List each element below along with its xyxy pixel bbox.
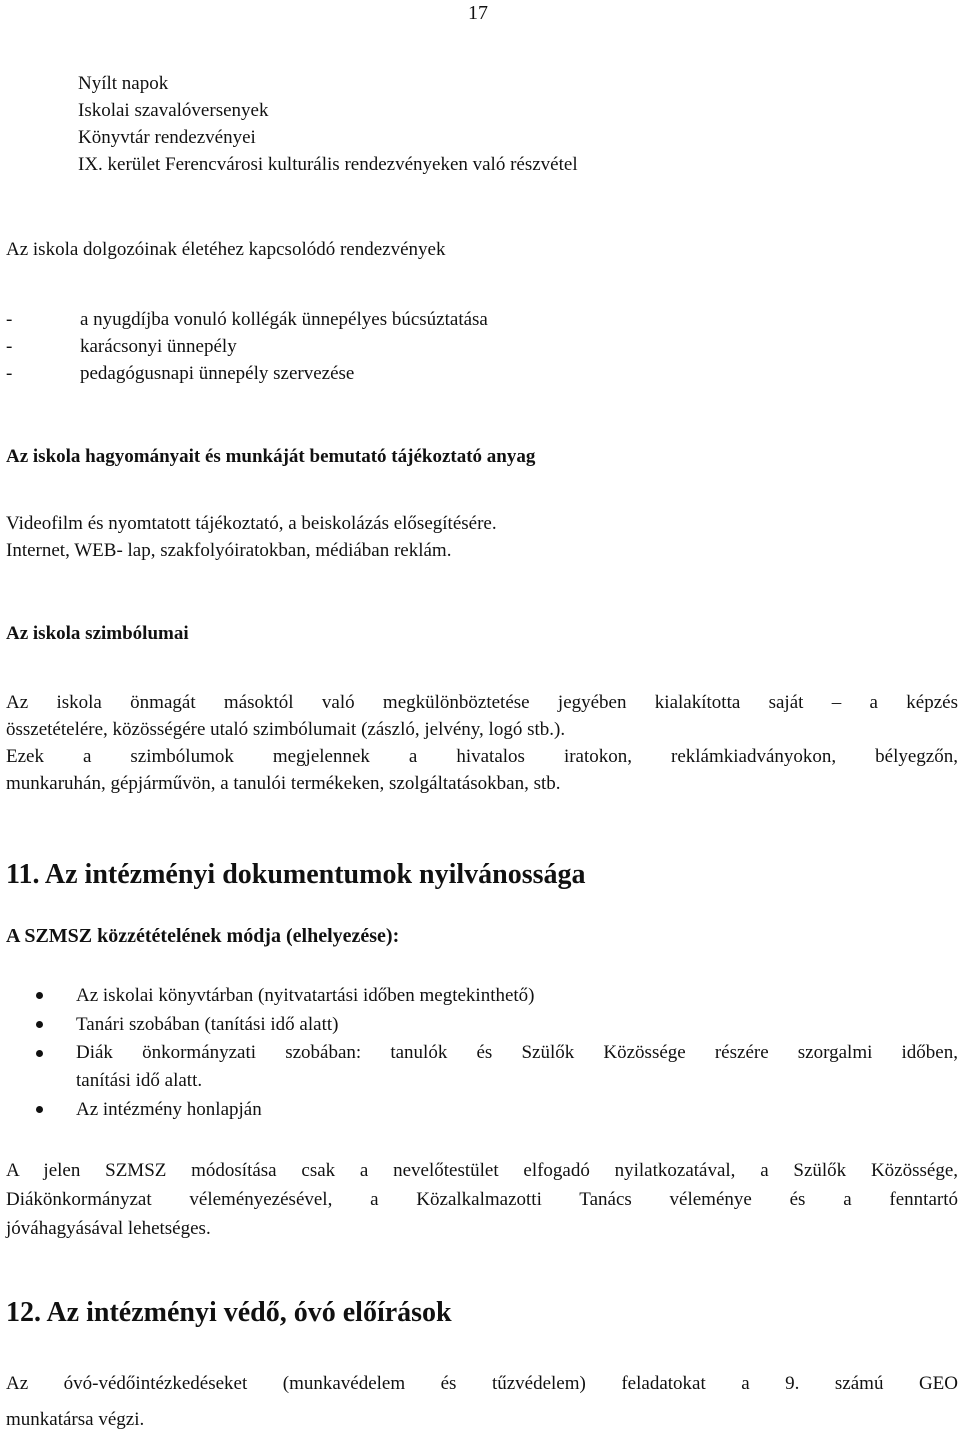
traditions-text [6, 510, 958, 564]
text-line: munkaruhán, gépjárművön, a tanulói termékeken, szolgáltatásokban, stb. [6, 773, 561, 794]
bullet-icon [36, 1095, 76, 1124]
list-item-text: Az intézmény honlapján [76, 1099, 262, 1120]
list-item-text: Az iskolai könyvtárban (nyitvatartási időben megtekinthető) [76, 985, 535, 1006]
list-item [36, 981, 958, 1010]
dash-marker: - [6, 336, 13, 357]
list-item [36, 1039, 958, 1095]
list-item-text: Tanári szobában (tanítási idő alatt) [76, 1014, 339, 1035]
text-line: Az iskola önmagát másoktól való megkülönböztetése jegyében kialakította saját – a képzés [6, 692, 958, 713]
list-item [36, 1010, 958, 1039]
text-line: A jelen SZMSZ módosítása csak a nevelőtestület elfogadó nyilatkozatával, a Szülők Közössége, [6, 1160, 958, 1181]
text-line: Az óvó-védőintézkedéseket (munkavédelem és tűzvédelem) feladatokat a 9. számú GEO [6, 1373, 958, 1394]
list-item-text: karácsonyi ünnepély [80, 336, 237, 357]
bullet-icon [36, 1010, 76, 1039]
symbols-heading: Az iskola szimbólumai [6, 623, 189, 644]
events-list [6, 70, 958, 178]
text-line: összetételére, közösségére utaló szimbólumait (zászló, jelvény, logó stb.). [6, 719, 566, 740]
section-11-paragraph [6, 1156, 958, 1243]
events-list-item: Könyvtár rendezvényei [78, 127, 256, 148]
list-item-text: pedagógusnapi ünnepély szervezése [80, 363, 355, 384]
bullet-icon [36, 1039, 76, 1095]
events-list-item: Nyílt napok [78, 73, 169, 94]
publication-list [36, 981, 958, 1124]
symbols-paragraph-1 [6, 689, 958, 743]
text-line: munkatársa végzi. [6, 1409, 145, 1430]
text-line: Videofilm és nyomtatott tájékoztató, a beiskolázás elősegítésére. [6, 513, 497, 534]
text-line: Internet, WEB- lap, szakfolyóiratokban, médiában reklám. [6, 540, 452, 561]
dash-marker: - [6, 309, 13, 330]
list-item [6, 360, 958, 387]
text-line: Diákönkormányzat véleményezésével, a Közalkalmazotti Tanács véleménye és a fenntartó [6, 1189, 958, 1210]
page-number: 17 [468, 2, 488, 24]
list-item-text: Diák önkormányzati szobában: tanulók és Szülők Közössége részére szorgalmi időben, tanítási idő alatt. [76, 1042, 958, 1091]
section-12-title: 12. Az intézményi védő, óvó előírások [6, 1297, 452, 1328]
text-line: Ezek a szimbólumok megjelennek a hivatalos iratokon, reklámkiadványokon, bélyegzőn, [6, 746, 958, 767]
events-list-item: Iskolai szavalóversenyek [78, 100, 269, 121]
staff-events-list [6, 306, 958, 387]
section-11-title: 11. Az intézményi dokumentumok nyilvánossága [6, 859, 586, 890]
symbols-paragraph-2 [6, 743, 958, 797]
list-item [6, 306, 958, 333]
section-11-subtitle: A SZMSZ közzétételének módja (elhelyezése): [6, 925, 400, 947]
list-item-text: a nyugdíjba vonuló kollégák ünnepélyes búcsúztatása [80, 309, 488, 330]
list-item [6, 333, 958, 360]
traditions-heading: Az iskola hagyományait és munkáját bemutató tájékoztató anyag [6, 446, 536, 467]
section-12-paragraph [6, 1366, 958, 1438]
events-list-item: IX. kerület Ferencvárosi kulturális rendezvényeken való részvétel [78, 154, 578, 175]
text-line: jóváhagyásával lehetséges. [6, 1218, 211, 1239]
dash-marker: - [6, 363, 13, 384]
staff-events-heading: Az iskola dolgozóinak életéhez kapcsolódó rendezvények [6, 239, 446, 260]
list-item [36, 1095, 958, 1124]
